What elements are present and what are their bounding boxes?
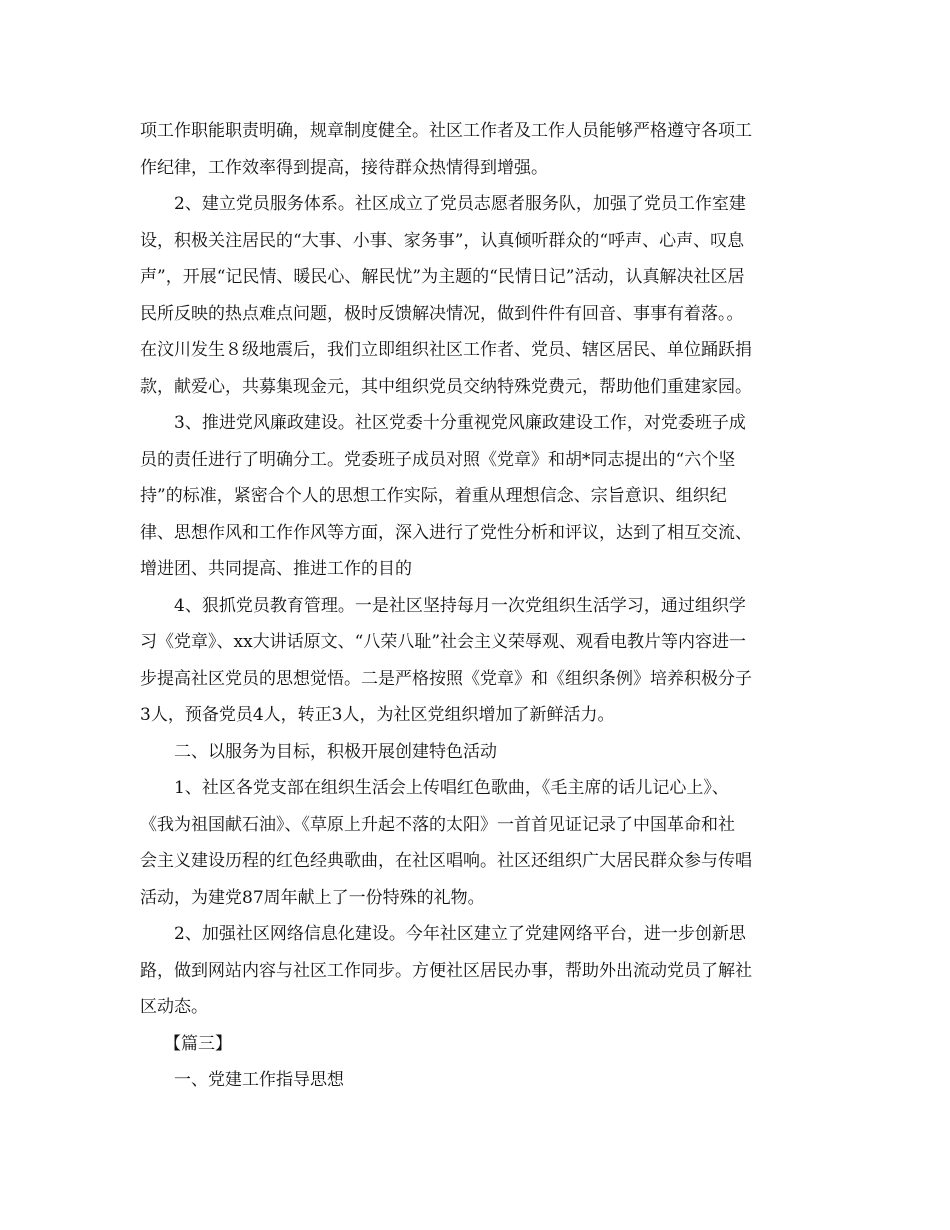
text-line: 员的责任进行了明确分工。党委班子成员对照《党章》和胡*同志提出的“六个坚 [140, 449, 736, 470]
text-line: 4、狠抓党员教育管理。一是社区坚持每月一次党组织生活学习，通过组织学 [174, 595, 746, 616]
text-line: 习《党章》、xx大讲话原文、“八荣八耻”社会主义荣辱观、观看电教片等内容进一 [140, 632, 747, 652]
text-line: 1、社区各党支部在组织生活会上传唱红色歌曲，《毛主席的话儿记心上》、 [174, 778, 729, 798]
text-line: 2、建立党员服务体系。社区成立了党员志愿者服务队，加强了党员工作室建 [174, 194, 746, 214]
text-line: 活动，为建党87周年献上了一份特殊的礼物。 [140, 887, 485, 908]
document-page [140, 113, 810, 1099]
paragraph-2 [140, 405, 810, 588]
section-heading-part-three [140, 1026, 810, 1063]
paragraph-6 [140, 916, 810, 1026]
text-line: 区动态。 [140, 997, 208, 1017]
text-line: 款，献爱心，共募集现金元，其中组织党员交纳特殊党费元，帮助他们重建家园。 [140, 376, 752, 397]
text-line: 在汶川发生８级地震后，我们立即组织社区工作者、党员、辖区居民、单位踊跃捐 [140, 340, 752, 360]
heading-text: 一、党建工作指导思想 [174, 1070, 344, 1090]
paragraph-5 [140, 770, 810, 916]
text-line: 会主义建设历程的红色经典歌曲，在社区唱响。社区还组织广大居民群众参与传唱 [140, 851, 752, 871]
text-line: 3人，预备党员4人，转正3人，为社区党组织增加了新鲜活力。 [140, 705, 615, 725]
paragraph-0 [140, 113, 810, 186]
text-line: 3、推进党风廉政建设。社区党委十分重视党风廉政建设工作，对党委班子成 [174, 413, 746, 433]
heading-text: 【篇三】 [164, 1033, 232, 1054]
text-line: 律、思想作风和工作作风等方面，深入进行了党性分析和评议，达到了相互交流、 [140, 522, 752, 543]
text-line: 步提高社区党员的思想觉悟。二是严格按照《党章》和《组织条例》培养积极分子 [140, 668, 752, 689]
text-line: 作纪律，工作效率得到提高，接待群众热情得到增强。 [140, 157, 548, 178]
sub-heading-guiding-ideology [140, 1062, 810, 1099]
text-line: 2、加强社区网络信息化建设。今年社区建立了党建网络平台，进一步创新思 [174, 924, 746, 944]
paragraph-1 [140, 186, 810, 405]
text-line: 设，积极关注居民的“大事、小事、家务事”，认真倾听群众的“呼声、心声、叹息 [140, 230, 745, 251]
text-line: 项工作职能职责明确，规章制度健全。社区工作者及工作人员能够严格遵守各项工 [140, 121, 752, 141]
text-line: 路，做到网站内容与社区工作同步。方便社区居民办事，帮助外出流动党员了解社 [140, 960, 752, 981]
section-heading-two [140, 734, 810, 771]
text-line: 民所反映的热点难点问题，极时反馈解决情况，做到件件有回音、事事有着落。。 [140, 303, 744, 324]
paragraph-3 [140, 588, 810, 734]
text-line: 持”的标准，紧密合个人的思想工作实际，着重从理想信念、宗旨意识、组织纪 [140, 486, 727, 506]
text-line: 《我为祖国献石油》、《草原上升起不落的太阳》一首首见证记录了中国革命和社 [140, 814, 735, 835]
text-line: 声”，开展“记民情、暖民心、解民忧”为主题的“民情日记”活动，认真解决社区居 [140, 267, 745, 287]
text-line: 二、以服务为目标，积极开展创建特色活动 [174, 741, 497, 762]
text-line: 增进团、共同提高、推进工作的目的 [140, 559, 412, 579]
